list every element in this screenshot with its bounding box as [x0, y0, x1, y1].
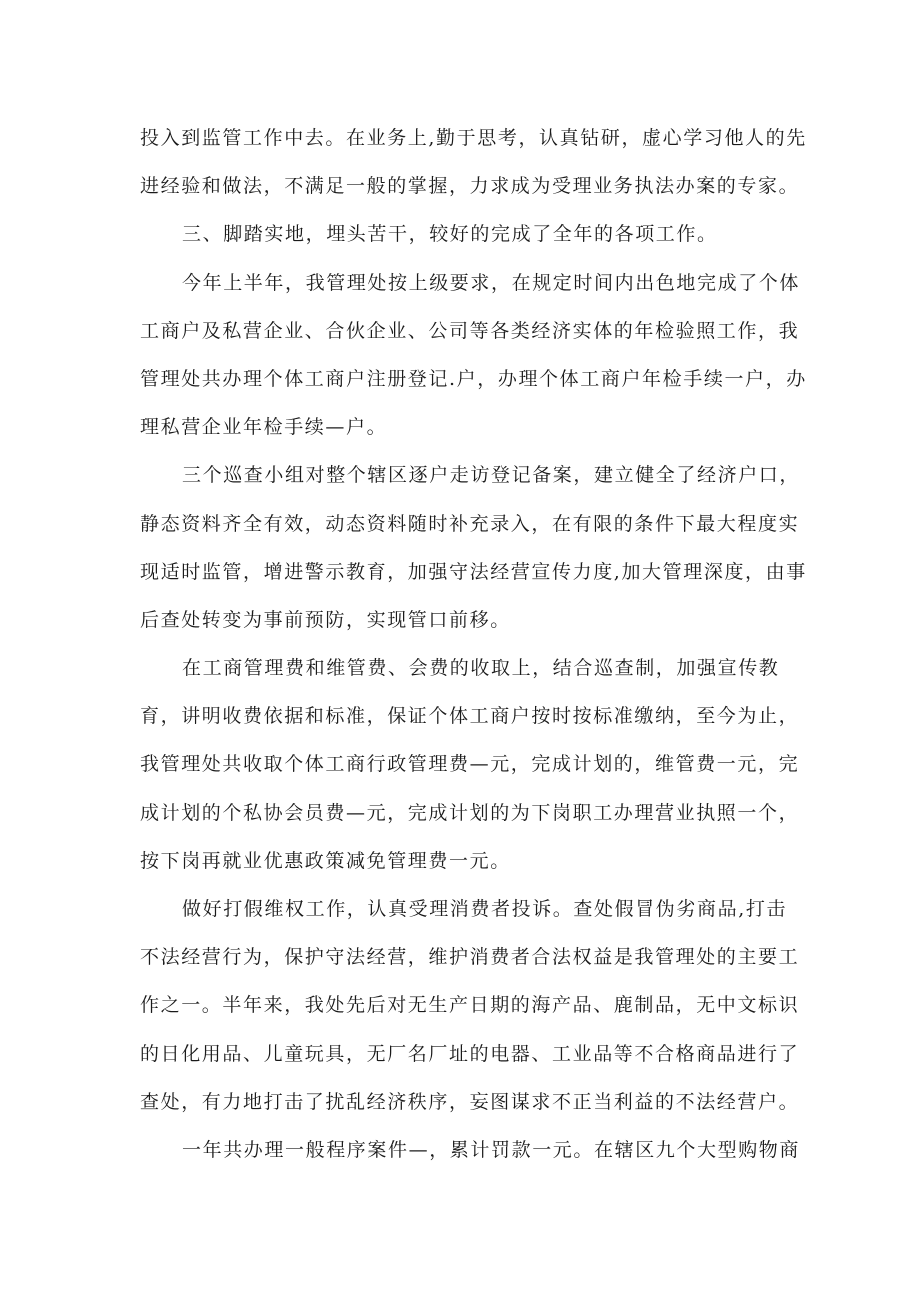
- paragraph-first-line: 一年共办理一般程序案件—，累计罚款一元。在辖区九个大型购物商: [182, 1138, 801, 1161]
- text-line: 不法经营行为，保护守法经营，维护消费者合法权益是我管理处的主要工: [140, 946, 800, 969]
- paragraph-first-line: 三个巡查小组对整个辖区逐户走访登记备案，建立健全了经济户口，: [182, 464, 801, 487]
- paragraph-first-line: 在工商管理费和维管费、会费的收取上，结合巡查制，加强宣传教: [182, 657, 780, 680]
- document-body: [140, 114, 807, 1174]
- text-line: 的日化用品、儿童玩具，无厂名厂址的电器、工业品等不合格商品进行了: [140, 1042, 800, 1065]
- text-line: 现适时监管，增进警示教育，加强守法经营宣传力度,加大管理深度，由事: [140, 560, 807, 583]
- text-line: 工商户及私营企业、合伙企业、公司等各类经济实体的年检验照工作，我: [140, 319, 800, 342]
- text-line: 管理处共办理个体工商户注册登记.户，办理个体工商户年检手续一户，办: [140, 367, 807, 390]
- paragraph-first-line: 今年上半年，我管理处按上级要求，在规定时间内出色地完成了个体: [182, 271, 801, 294]
- text-line: 理私营企业年检手续—户。: [140, 416, 388, 439]
- paragraph-first-line: 三、脚踏实地，埋头苦干，较好的完成了全年的各项工作。: [182, 223, 718, 246]
- text-line: 按下岗再就业优惠政策减免管理费一元。: [140, 849, 511, 872]
- text-line: 育，讲明收费依据和标准，保证个体工商户按时按标准缴纳，至今为止，: [140, 705, 800, 728]
- text-line: 成计划的个私协会员费—元，完成计划的为下岗职工办理营业执照一个，: [140, 801, 800, 824]
- text-line: 后查处转变为事前预防，实现管口前移。: [140, 608, 511, 631]
- text-line: 我管理处共收取个体工商行政管理费—元，完成计划的，维管费一元，完: [140, 753, 800, 776]
- paragraph-first-line: 做好打假维权工作，认真受理消费者投诉。查处假冒伪劣商品,打击: [182, 898, 788, 920]
- text-line: 作之一。半年来，我处先后对无生产日期的海产品、鹿制品，无中文标识: [140, 994, 800, 1017]
- text-line: 投入到监管工作中去。在业务上,勤于思考，认真钻研，虚心学习他人的先: [140, 127, 807, 149]
- text-line: 进经验和做法，不满足一般的掌握，力求成为受理业务执法办案的专家。: [140, 175, 800, 198]
- text-line: 静态资料齐全有效，动态资料随时补充录入，在有限的条件下最大程度实: [140, 512, 800, 535]
- text-line: 查处，有力地打击了扰乱经济秩序，妄图谋求不正当利益的不法经营户。: [140, 1090, 800, 1113]
